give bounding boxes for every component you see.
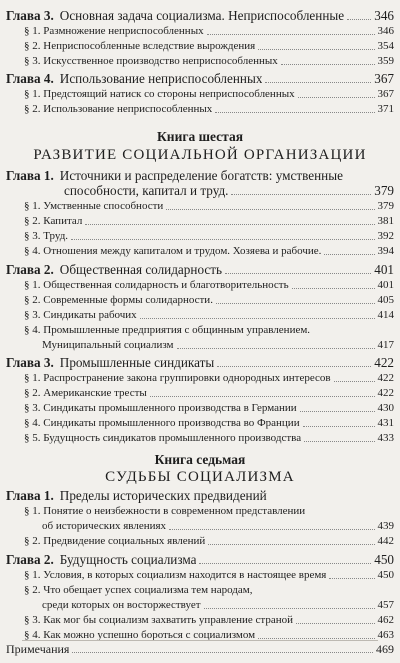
section-title: § 4. Промышленные предприятия с общинным управлением. — [24, 324, 311, 336]
section-title: § 5. Будущность синдикатов промышленного производства — [24, 432, 302, 444]
chapter-title-continued: способности, капитал и труд. — [64, 183, 229, 198]
chapter-title: Пределы исторических предвидений — [59, 488, 267, 503]
toc-section-cont — [6, 520, 394, 533]
page-number: 346 — [374, 8, 394, 23]
book-seven-title: СУДЬБЫ СОЦИАЛИЗМА — [105, 469, 295, 485]
chapter-number: Глава 1. — [6, 488, 54, 503]
chapter-title: Будущность социализма — [59, 552, 197, 567]
section-title: § 1. Понятие о неизбежности в современном представлении — [24, 505, 306, 517]
toc-section — [6, 309, 394, 322]
dot-leader — [324, 253, 374, 255]
section-title: § 3. Синдикаты промышленного производства в Германии — [24, 402, 297, 414]
toc-section — [6, 505, 394, 518]
page-number: 367 — [377, 88, 394, 100]
toc-section — [6, 324, 394, 337]
dot-leader — [231, 193, 371, 195]
page-number: 442 — [377, 535, 394, 547]
section-title: § 1. Предстоящий натиск со стороны неприспособленных — [24, 88, 295, 100]
page-number: 417 — [377, 339, 394, 351]
dot-leader — [334, 380, 375, 382]
section-title: § 3. Искусственное производство неприспособленных — [24, 55, 278, 67]
page-number: 379 — [374, 183, 394, 198]
book-six-heading: Книга шестая — [157, 129, 243, 144]
chapter-title: Общественная солидарность — [59, 262, 222, 277]
dot-leader — [207, 33, 375, 35]
page-number: 439 — [377, 520, 394, 532]
section-title: § 3. Синдикаты рабочих — [24, 309, 137, 321]
dot-leader — [217, 365, 371, 367]
chapter-title: Использование неприспособленных — [59, 71, 263, 86]
dot-leader — [72, 651, 373, 653]
dot-leader — [208, 543, 374, 545]
page-number: 433 — [377, 432, 394, 444]
toc-section — [6, 535, 394, 548]
section-title: § 3. Как мог бы социализм захватить управление страной — [24, 614, 294, 626]
dot-leader — [347, 18, 371, 20]
page-number: 367 — [374, 71, 394, 86]
dot-leader — [199, 562, 371, 564]
section-title-continued: среди которых он восторжествует — [42, 599, 201, 611]
page-number: 392 — [377, 230, 394, 242]
section-title: § 2. Современные формы солидарности. — [24, 294, 213, 306]
page-number: 394 — [377, 245, 394, 257]
dot-leader — [215, 111, 374, 113]
section-title: § 1. Размножение неприспособленных — [24, 25, 204, 37]
dot-leader — [304, 440, 374, 442]
dot-leader — [258, 48, 374, 50]
chapter-title: Основная задача социализма. Неприспособленные — [59, 8, 345, 23]
divider-rule — [22, 640, 378, 641]
page-number: 422 — [377, 387, 394, 399]
page-number: 346 — [377, 25, 394, 37]
chapter-number: Глава 1. — [6, 168, 54, 183]
page-number: 422 — [374, 355, 394, 370]
page-number: 401 — [374, 262, 394, 277]
toc-chapter-2 — [6, 262, 394, 277]
toc-section — [6, 432, 394, 445]
page-number: 457 — [377, 599, 394, 611]
section-title: § 2. Неприспособленные вследствие вырождения — [24, 40, 256, 52]
dot-leader — [296, 622, 374, 624]
dot-leader — [281, 63, 375, 65]
toc-section — [6, 294, 394, 307]
toc-chapter-1 — [6, 488, 394, 503]
dot-leader — [225, 272, 371, 274]
section-title: § 1. Умственные способности — [24, 200, 164, 212]
page-number: 405 — [377, 294, 394, 306]
chapter-number: Глава 3. — [6, 8, 54, 23]
toc-chapter-1-cont — [6, 183, 394, 198]
dot-leader — [166, 208, 374, 210]
dot-leader — [265, 81, 371, 83]
section-title: § 1. Общественная солидарность и благотворительность — [24, 279, 289, 291]
section-title: § 2. Капитал — [24, 215, 83, 227]
page-number: 379 — [377, 200, 394, 212]
page-number: 469 — [376, 642, 394, 656]
dot-leader — [169, 528, 374, 530]
section-title: § 4. Как можно успешно бороться с социализмом — [24, 629, 256, 641]
section-title-continued: Муниципальный социализм — [42, 339, 174, 351]
section-title-continued: об исторических явлениях — [42, 520, 167, 532]
page-number: 414 — [377, 309, 394, 321]
toc-section — [6, 215, 394, 228]
section-title: § 4. Синдикаты промышленного производства во Франции — [24, 417, 300, 429]
toc-section — [6, 279, 394, 292]
section-title: § 2. Американские тресты — [24, 387, 147, 399]
toc-section-cont — [6, 339, 394, 352]
dot-leader — [258, 637, 374, 639]
toc-chapter-2 — [6, 552, 394, 567]
section-title: § 3. Труд. — [24, 230, 69, 242]
book-seven-heading: Книга седьмая — [154, 452, 246, 467]
page-number: 371 — [377, 103, 394, 115]
dot-leader — [177, 347, 375, 349]
dot-leader — [85, 223, 374, 225]
dot-leader — [298, 96, 375, 98]
toc-chapter-3 — [6, 8, 394, 23]
chapter-title: Источники и распределение богатств: умственные — [59, 168, 343, 183]
toc-section — [6, 614, 394, 627]
toc-section — [6, 417, 394, 430]
page-number: 354 — [377, 40, 394, 52]
toc-section — [6, 245, 394, 258]
page-number: 430 — [377, 402, 394, 414]
page-number: 450 — [377, 569, 394, 581]
dot-leader — [140, 317, 375, 319]
dot-leader — [150, 395, 375, 397]
section-title: § 2. Что обещает успех социализма тем народам, — [24, 584, 253, 596]
section-title: § 4. Отношения между капиталом и трудом. Хозяева и рабочие. — [24, 245, 322, 257]
chapter-number: Глава 2. — [6, 262, 54, 277]
toc-section — [6, 230, 394, 243]
dot-leader — [300, 410, 375, 412]
toc-section — [6, 372, 394, 385]
dot-leader — [303, 425, 375, 427]
dot-leader — [216, 302, 375, 304]
section-title: § 2. Предвидение социальных явлений — [24, 535, 206, 547]
page-number: 359 — [377, 55, 394, 67]
page-number: 422 — [377, 372, 394, 384]
page-number: 431 — [377, 417, 394, 429]
toc-section — [6, 402, 394, 415]
toc-notes — [6, 643, 394, 656]
chapter-title: Промышленные синдикаты — [59, 355, 215, 370]
page-number: 381 — [377, 215, 394, 227]
chapter-number: Глава 3. — [6, 355, 54, 370]
dot-leader — [329, 577, 374, 579]
chapter-number: Глава 4. — [6, 71, 54, 86]
section-title: § 1. Условия, в которых социализм находится в настоящее время — [24, 569, 327, 581]
toc-section — [6, 40, 394, 53]
toc-section — [6, 103, 394, 116]
toc-section — [6, 200, 394, 213]
toc-section — [6, 569, 394, 582]
chapter-number: Глава 2. — [6, 552, 54, 567]
dot-leader — [71, 238, 374, 240]
toc-chapter-1 — [6, 168, 394, 183]
notes-title: Примечания — [6, 643, 70, 656]
toc-chapter-3 — [6, 355, 394, 370]
page-number: 462 — [377, 614, 394, 626]
page-number: 401 — [377, 279, 394, 291]
page-number: 450 — [374, 552, 394, 567]
toc-section — [6, 55, 394, 68]
section-title: § 2. Использование неприспособленных — [24, 103, 213, 115]
toc-section — [6, 387, 394, 400]
toc-section — [6, 584, 394, 597]
toc-chapter-4 — [6, 71, 394, 86]
dot-leader — [204, 607, 375, 609]
section-title: § 1. Распространение закона группировки однородных интересов — [24, 372, 331, 384]
toc-section — [6, 25, 394, 38]
page-number: 463 — [377, 629, 394, 641]
book-six-title: РАЗВИТИЕ СОЦИАЛЬНОЙ ОРГАНИЗАЦИИ — [33, 147, 367, 163]
toc-section-cont — [6, 599, 394, 612]
dot-leader — [292, 287, 375, 289]
toc-section — [6, 88, 394, 101]
